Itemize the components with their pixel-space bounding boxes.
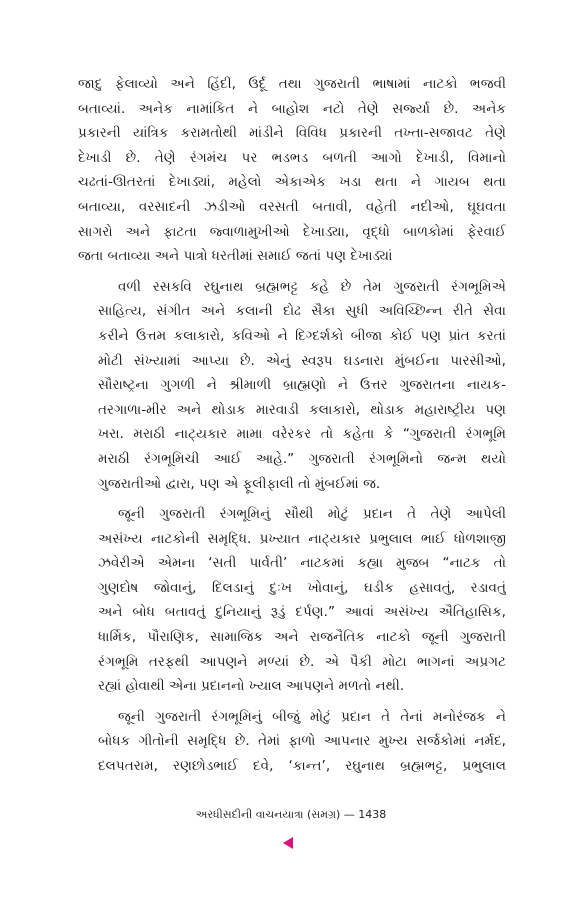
text-line: સાહિત્ય, સંગીત અને કલાની દોઢ સૈકા સુધી અવિચ્છિન્ન રીતે સેવા [98,303,506,320]
text-line: રંગભૂમિ તરફથી આપણને મળ્યાં છે. એ પૈકી મોટા ભાગનાં અપ્રગટ [98,653,506,670]
page-body [78,72,506,779]
text-line: જૂની ગુજરાતી રંગભૂમિનું બીજું મોટું પ્રદાન તે તેનાં મનોરંજક ને [118,708,506,725]
text-line: મોટી સંખ્યામાં આપ્યા છે. એનું સ્વરૂપ ઘડનારા મુંબઈના પારસીઓ, [98,352,506,369]
text-line: મરાઠી રંગભૂમિચી આઈ આહે.” ગુજરાતી રંગભૂમિનો જન્મ થયો [98,450,506,467]
text-line: ચઢતાં-ઊતરતાં દેખાડ્યાં, મહેલો એકાએક ખડા થતા ને ગાયબ થતા [78,174,506,191]
text-line: ખરા. મરાઠી નાટ્યકાર મામા વરેરકર તો કહેતા કે “ગુજરાતી રંગભૂમિ [98,426,506,443]
text-line: વળી રસકવિ રઘુનાથ બ્રહ્મભટ્ટ કહે છે તેમ ગુજરાતી રંગભૂમિએ [118,278,506,295]
text-line: બોધક ગીતોની સમૃદ્ધિ છે. તેમાં ફાળો આપનાર મુખ્ય સર્જકોમાં નર્મદ, [98,733,506,750]
text-line: ગુણદોષ જોવાનું, દિલડાનું દુઃખ ખોવાનું, ઘડીક હસાવતું, રડાવતું [98,579,506,596]
text-line: કરીને ઉત્તમ કલાકારો, કવિઓ ને દિગ્દર્શકો બીજા કોઈ પણ પ્રાંત કરતાં [98,327,506,344]
text-line: રહ્યાં હોવાથી એના પ્રદાનનો ખ્યાલ આપણને મળતો નથી. [98,678,405,695]
text-line: જાદુ ફેલાવ્યો અને હિંદી, ઉર્દૂ તથા ગુજરાતી ભાષામાં નાટકો ભજવી [78,76,506,92]
text-line: દેખાડી છે. તેણે રંગમંચ પર ભડભડ બળતી આગો દેખાડી, વિમાનો [78,149,506,166]
paragraph-3 [78,502,506,699]
text-line: જૂની ગુજરાતી રંગભૂમિનું સૌથી મોટું પ્રદાન તે તેણે આપેલી [118,506,506,523]
triangle-left-icon[interactable] [283,837,293,849]
text-line: બતાવ્યાં. અનેક નામાંકિત ને બાહોશ નટો તેણે સર્જ્યા છે. અનેક [78,100,506,117]
text-line: અને બોધ બતાવતું દુનિયાનું રૂડું દર્પણ.” આવાં અસંખ્ય ઐતિહાસિક, [98,604,506,621]
text-line: જતા બતાવ્યા અને પાત્રો ધરતીમાં સમાઈ જતાં પણ દેખાડ્યાં [78,248,393,265]
text-line: સૌરાષ્ટ્રના ગુગળી ને શ્રીમાળી બ્રાહ્મણો ને ઉત્તર ગુજરાતના નાયક- [98,377,506,394]
text-line: બતાવ્યા, વરસાદની ઝડીઓ વરસતી બતાવી, વહેતી નદીઓ, ઘૂઘવતા [78,198,506,215]
text-line: ગુજરાતીઓ દ્વારા, પણ એ ફૂલીફાલી તો મુંબઈમાં જ. [98,475,381,492]
text-line: સાગરો અને ફાટતા જ્વાળામુખીઓ દેખાડ્યા, વૃદ્ધો બાળકોમાં ફેરવાઈ [78,223,506,240]
paragraph-2 [78,275,506,496]
text-line: તરગાળા-મીર અને થોડાક મારવાડી કલાકારો, થોડાક મહારાષ્ટ્રીય પણ [98,401,506,418]
paragraph-1 [78,72,506,269]
text-line: દલપતરામ, રણછોડભાઈ દવે, ‘કાન્ત’, રઘુનાથ બ્રહ્મભટ્ટ, પ્રભુલાલ [98,758,506,775]
text-line: ઝવેરીએ એમના ‘સતી પાર્વતી’ નાટકમાં કહ્યા મુજબ “નાટક તો [98,555,506,572]
text-line: ધાર્મિક, પૌરાણિક, સામાજિક અને રાજનૈતિક નાટકો જૂની ગુજરાતી [98,629,506,646]
page-footer: અરધીસદીની વાચનયાત્રા (સમગ્ર) — 1438 [195,808,387,821]
paragraph-4 [78,705,506,779]
text-line: અસંખ્ય નાટકોની સમૃદ્ધિ. પ્રખ્યાત નાટ્યકાર પ્રભુલાલ ભાઈ ધોળશાજી [98,530,506,547]
text-line: પ્રકારની યાંત્રિક કરામતોથી માંડીને વિવિધ પ્રકારની તખ્તા-સજાવટ તેણે [78,125,506,142]
